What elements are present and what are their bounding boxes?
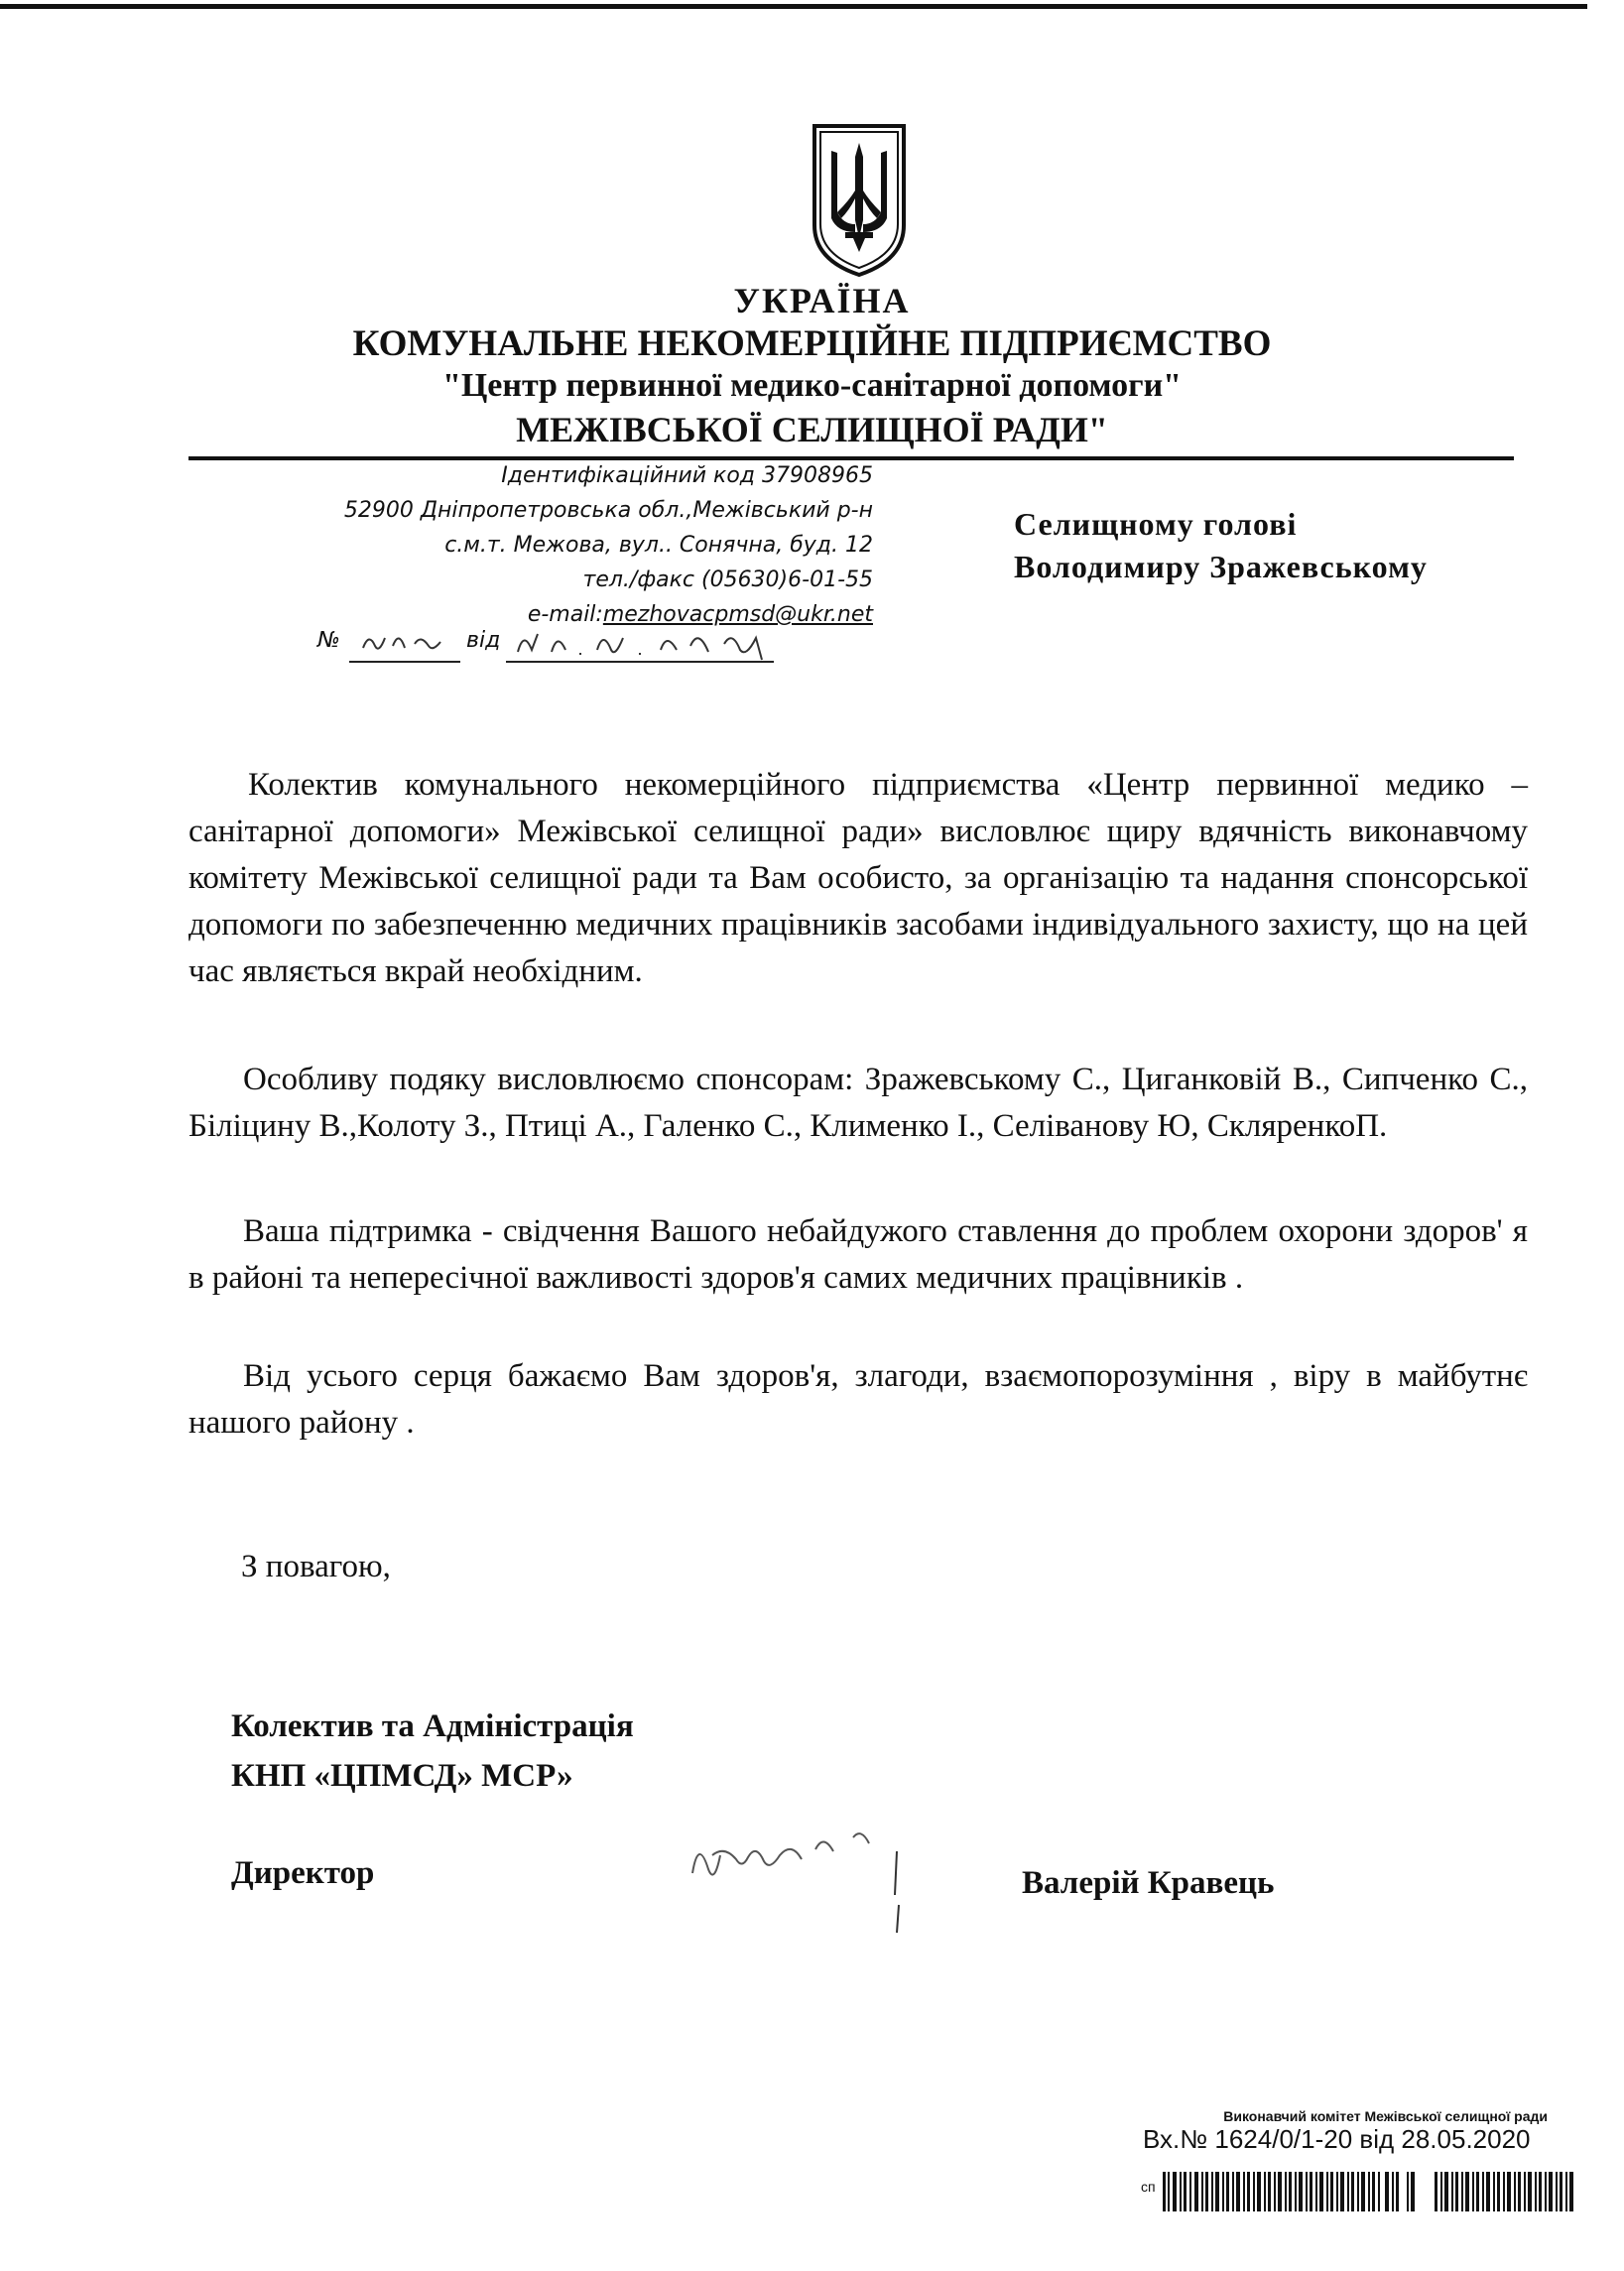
- addressee-name: Володимиру Зражевському: [1014, 549, 1428, 584]
- email-link: mezhovacpmsd@ukr.net: [602, 602, 873, 627]
- trident-coat-of-arms-icon: [810, 121, 909, 280]
- body-paragraph-4: Від усього серця бажаємо Вам здоров'я, злагоди, взаємопорозуміння , віру в майбутнє нашого району .: [188, 1358, 1528, 1441]
- director-name: Валерій Кравець: [1022, 1865, 1275, 1901]
- stamp-organization: Виконавчий комітет Межівської селищної ради: [1223, 2108, 1548, 2124]
- outgoing-reference-line: [317, 628, 784, 664]
- number-underline: [349, 661, 460, 663]
- handwritten-signature: [685, 1816, 933, 1945]
- email-prefix: e-mail:: [527, 602, 603, 627]
- org-country: УКРАЇНА: [733, 281, 911, 320]
- requisites-phone: тел./факс (05630)6-01-55: [582, 568, 873, 592]
- top-border-line: [0, 4, 1587, 9]
- addressee-position: Селищному голові: [1014, 506, 1298, 542]
- body-paragraph-3: Ваша підтримка - свідчення Вашого небайдужого ставлення до проблем охорони здоров' я в районі та непересічної важливості здоров'я самих медичних працівників .: [188, 1213, 1528, 1296]
- signer-organization: КНП «ЦПМСД» МСР»: [231, 1758, 573, 1794]
- org-council: МЕЖІВСЬКОЇ СЕЛИЩНОЇ РАДИ": [516, 410, 1108, 449]
- barcode-icon: [1141, 2170, 1577, 2211]
- handwritten-number: [359, 624, 448, 658]
- date-label: від: [466, 628, 501, 653]
- requisites-address-2: с.м.т. Межова, вул.. Сонячна, буд. 12: [444, 533, 873, 558]
- body-paragraph-2: Особливу подяку висловлюємо спонсорам: Зражевському С., Циганковій В., Сипченко С., Біліцину В.,Колоту З., Птиці А., Галенко С., Клименко І., Селіванову Ю, СкляренкоП.: [188, 1062, 1528, 1144]
- requisites-block: [258, 458, 873, 632]
- requisites-address-1: 52900 Дніпропетровська обл.,Межівський р-н: [343, 498, 873, 523]
- stamp-registration-number: Вх.№ 1624/0/1-20 від 28.05.2020: [1143, 2124, 1531, 2154]
- addressee-block: [1014, 503, 1428, 588]
- signer-collective: Колектив та Адміністрація: [231, 1708, 634, 1744]
- org-type: КОМУНАЛЬНЕ НЕКОМЕРЦІЙНЕ ПІДПРИЄМСТВО: [352, 323, 1272, 364]
- number-label: №: [317, 628, 340, 653]
- director-title: Директор: [231, 1855, 375, 1891]
- org-name: "Центр первинної медико-санітарної допомоги": [441, 367, 1183, 404]
- requisites-code: Ідентифікаційний код 37908965: [501, 463, 873, 488]
- handwritten-date: [512, 624, 780, 664]
- svg-text:сп: сп: [1141, 2179, 1156, 2195]
- body-paragraph-1: Колектив комунального некомерційного підприємства «Центр первинної медико – санітарної допомоги» Межівської селищної ради» висловлює щиру вдячність виконавчому комітету Межівської селищної ради та Вам особисто, за організацію та надання спонсорської допомоги по забезпеченню медичних працівників засобами індивідуального захисту, що на цей час являється вкрай необхідним.: [188, 767, 1528, 989]
- closing-regards: З повагою,: [241, 1549, 391, 1584]
- registration-stamp: [1141, 2108, 1577, 2271]
